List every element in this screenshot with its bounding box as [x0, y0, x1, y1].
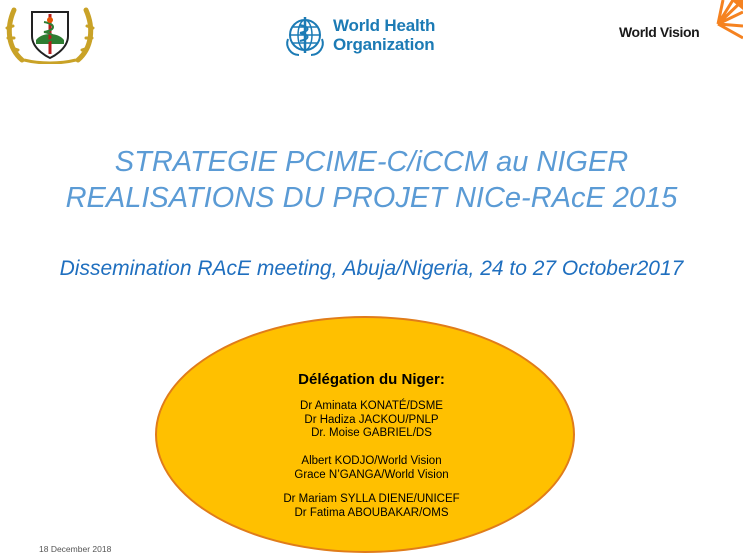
- delegation-member: Dr Mariam SYLLA DIENE/UNICEF: [283, 493, 460, 505]
- title-line-1: STRATEGIE PCIME-C/iCCM au NIGER: [114, 146, 629, 178]
- subtitle: Dissemination RAcE meeting, Abuja/Nigeria, 24 to 27 October2017: [59, 257, 684, 280]
- delegation-member: Dr Hadiza JACKOU/PNLP: [304, 413, 439, 426]
- who-emblem-icon: [283, 13, 327, 57]
- footer-date: 18 December 2018: [39, 544, 112, 554]
- ministry-emblem-icon: [4, 2, 96, 64]
- who-name-line1: World Health: [333, 16, 436, 35]
- delegation-group-3: [0, 493, 743, 520]
- delegation-member: Dr Aminata KONATÉ/DSME: [300, 400, 443, 412]
- delegation-member: Grace N’GANGA/World Vision: [294, 468, 449, 481]
- delegation-heading: Délégation du Niger:: [298, 371, 445, 388]
- world-vision-star-icon: [693, 0, 743, 48]
- world-vision-logo-text: World Vision: [619, 24, 700, 40]
- who-logo: [283, 12, 435, 58]
- title-line-2: REALISATIONS DU PROJET NICe-RAcE 2015: [65, 182, 678, 214]
- delegation-member: Albert KODJO/World Vision: [301, 455, 442, 467]
- delegation-group-1: [0, 400, 743, 441]
- who-name-line2: Organization: [333, 35, 435, 54]
- delegation-member: Dr. Moise GABRIEL/DS: [311, 427, 432, 439]
- delegation-group-2: [0, 455, 743, 482]
- delegation-member: Dr Fatima ABOUBAKAR/OMS: [294, 506, 449, 519]
